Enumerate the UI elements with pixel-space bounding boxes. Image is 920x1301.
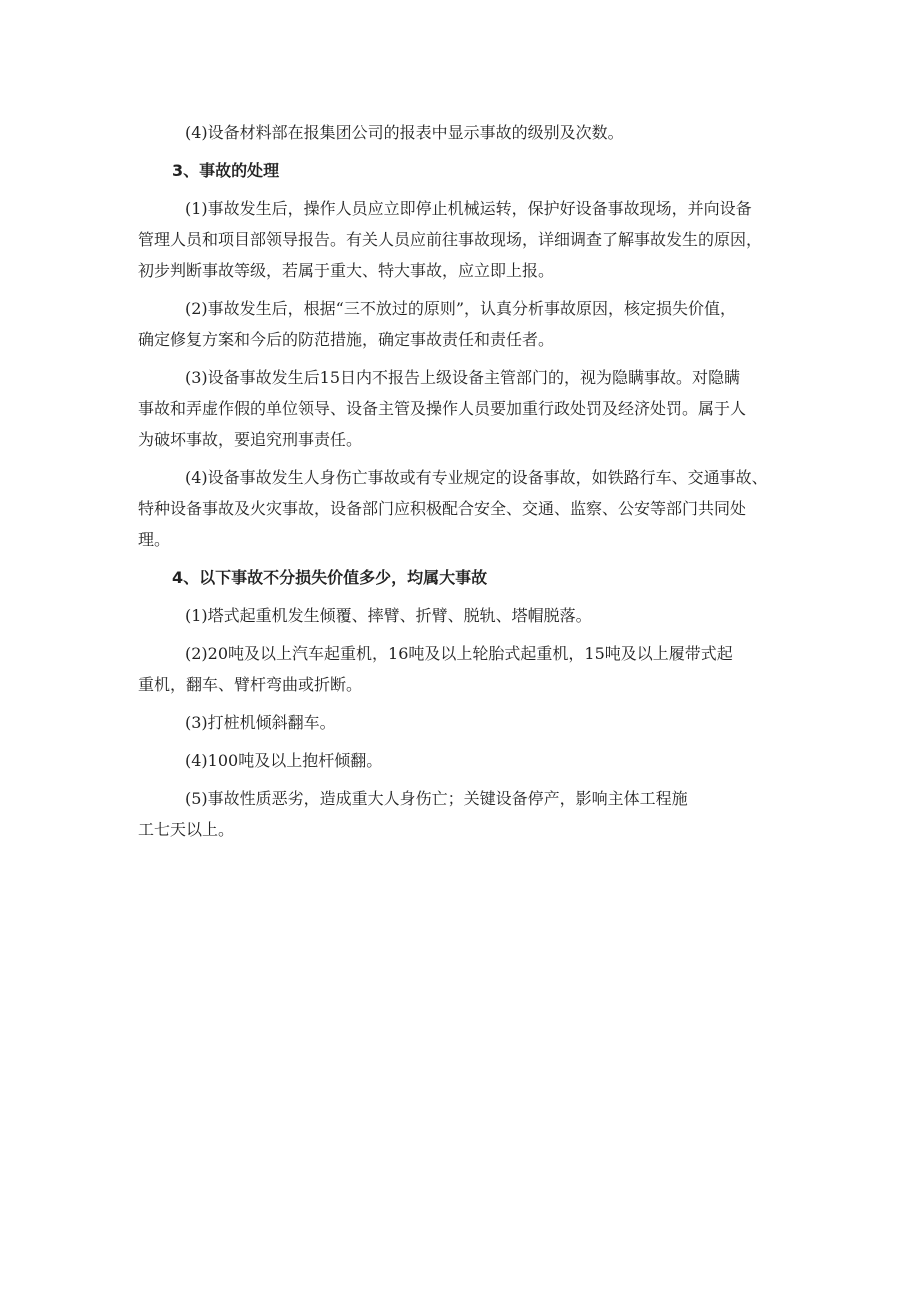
- text-line: 理。: [138, 530, 171, 549]
- text-line: (2)20吨及以上汽车起重机，16吨及以上轮胎式起重机，15吨及以上履带式起: [185, 644, 733, 663]
- text-line: (1)事故发生后，操作人员应立即停止机械运转，保护好设备事故现场，并向设备: [185, 199, 752, 218]
- paragraph-major-4: [138, 745, 798, 776]
- text-line: 管理人员和项目部领导报告。有关人员应前往事故现场，详细调查了解事故发生的原因，: [138, 230, 763, 249]
- paragraph-handling-2: [138, 293, 798, 355]
- paragraph-handling-3: [138, 362, 798, 455]
- text-line: (3)设备事故发生后15日内不报告上级设备主管部门的，视为隐瞒事故。对隐瞒: [185, 368, 741, 387]
- text-line: 初步判断事故等级，若属于重大、特大事故，应立即上报。: [138, 261, 555, 280]
- text-line: (2)事故发生后，根据“三不放过的原则”，认真分析事故原因，核定损失价值，: [185, 299, 737, 318]
- text-line: (4)设备事故发生人身伤亡事故或有专业规定的设备事故，如铁路行车、交通事故、: [185, 468, 768, 487]
- text-line: 重机，翻车、臂杆弯曲或折断。: [138, 675, 363, 694]
- paragraph-handling-4: [138, 462, 798, 555]
- paragraph-report-levels: [138, 117, 798, 148]
- section-heading-accident-handling: 3、事故的处理: [172, 161, 280, 180]
- text-line: 工七天以上。: [138, 820, 235, 839]
- text-line: (1)塔式起重机发生倾覆、摔臂、折臂、脱轨、塔帽脱落。: [185, 606, 592, 625]
- paragraph-handling-1: [138, 193, 798, 286]
- section-heading-major-accidents: 4、以下事故不分损失价值多少，均属大事故: [172, 568, 488, 587]
- paragraph-major-1: [138, 600, 798, 631]
- document-body: [138, 117, 798, 852]
- text-line: 为破坏事故，要追究刑事责任。: [138, 430, 363, 449]
- text-line: (4)设备材料部在报集团公司的报表中显示事故的级别及次数。: [185, 123, 624, 142]
- text-line: (4)100吨及以上抱杆倾翻。: [185, 751, 383, 770]
- paragraph-major-5: [138, 783, 798, 845]
- text-line: 特种设备事故及火灾事故，设备部门应积极配合安全、交通、监察、公安等部门共同处: [138, 499, 747, 518]
- text-line: 确定修复方案和今后的防范措施，确定事故责任和责任者。: [138, 330, 555, 349]
- text-line: (5)事故性质恶劣，造成重大人身伤亡；关键设备停产，影响主体工程施: [185, 789, 688, 808]
- text-line: (3)打桩机倾斜翻车。: [185, 713, 336, 732]
- paragraph-major-3: [138, 707, 798, 738]
- text-line: 事故和弄虚作假的单位领导、设备主管及操作人员要加重行政处罚及经济处罚。属于人: [138, 399, 747, 418]
- paragraph-major-2: [138, 638, 798, 700]
